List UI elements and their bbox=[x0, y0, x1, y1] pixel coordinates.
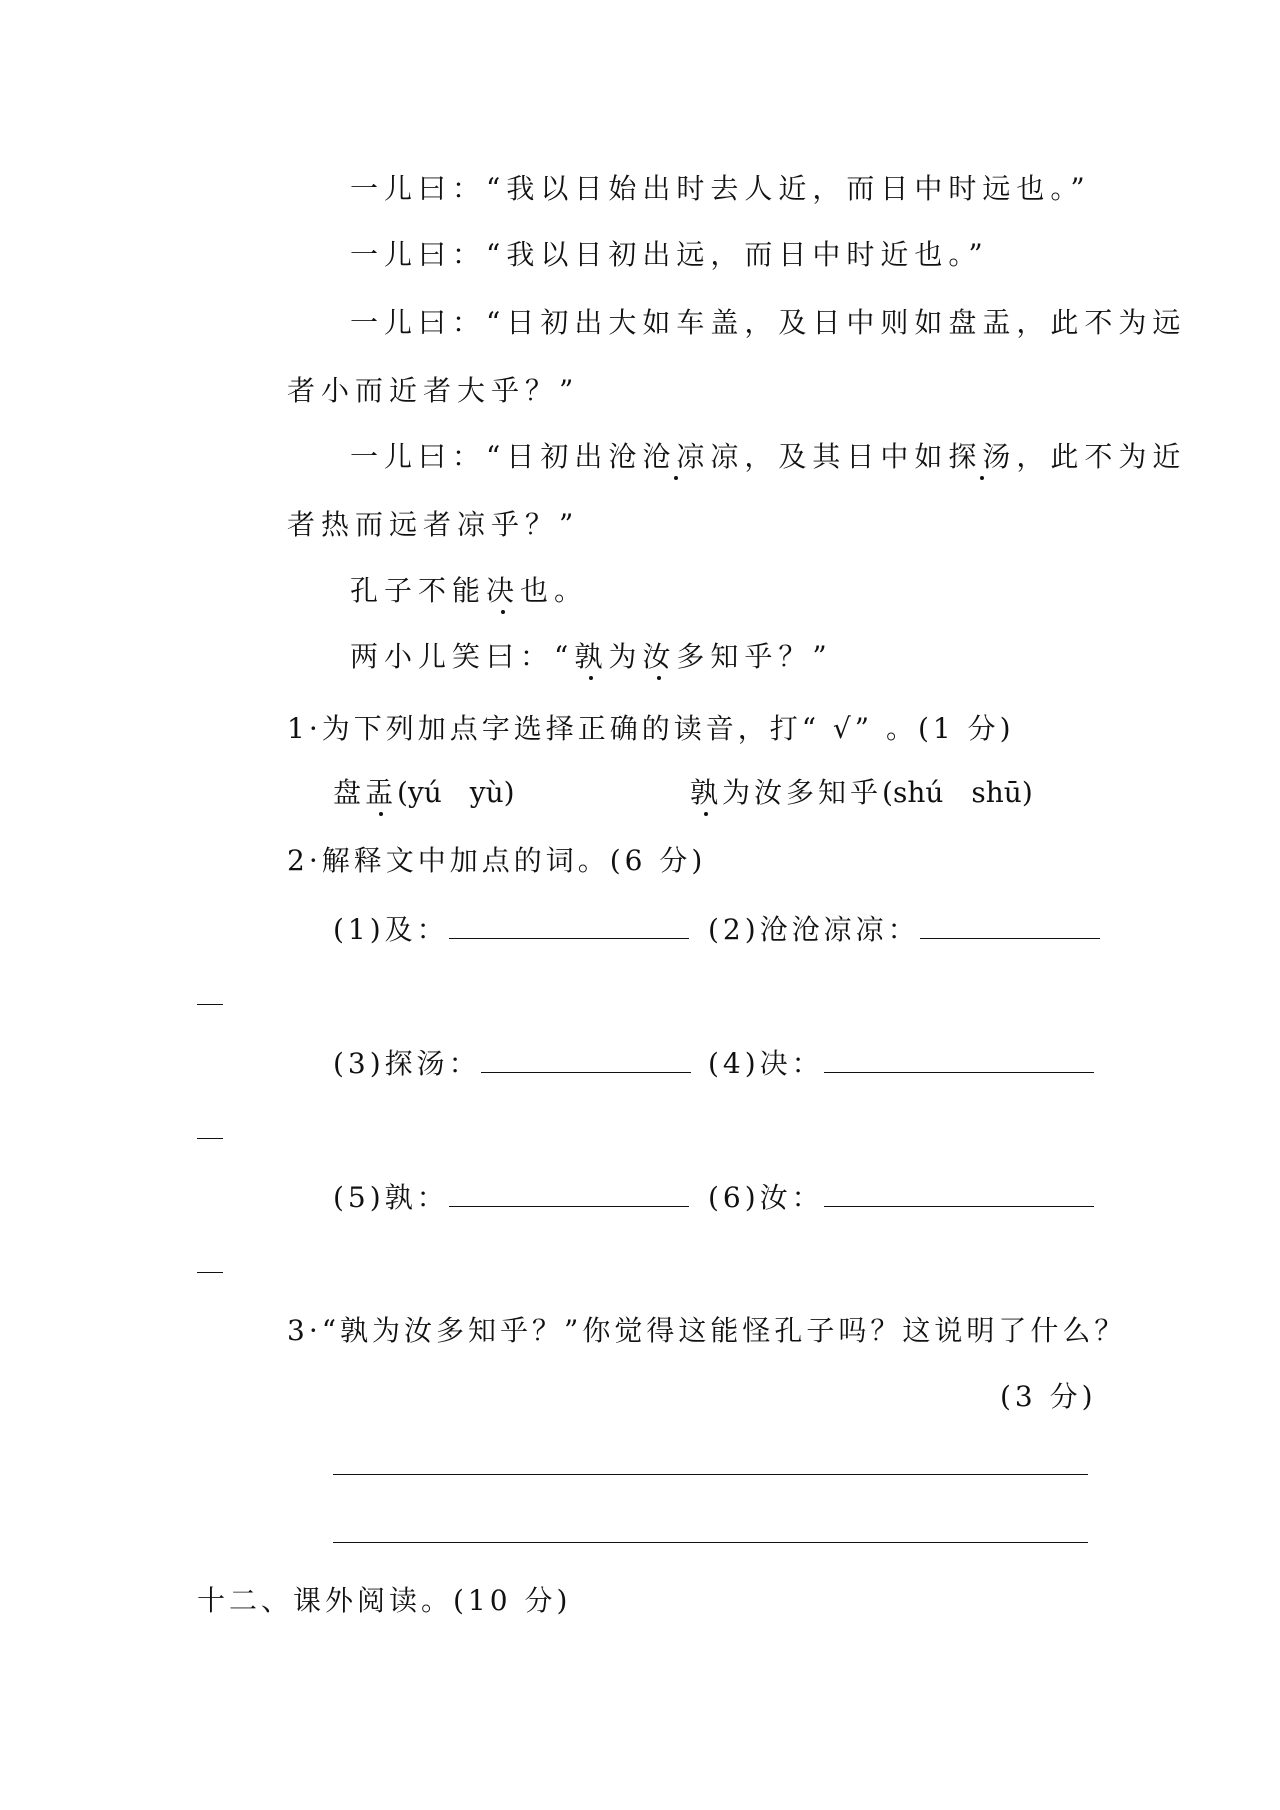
dotted-word: 孰 bbox=[574, 640, 609, 673]
q2-item-3: (3)探汤： bbox=[333, 1046, 691, 1081]
q1-option-2: 孰为汝多知乎(shú shū) bbox=[690, 776, 1033, 809]
continuation-dash bbox=[197, 1004, 223, 1005]
answer-blank[interactable] bbox=[920, 912, 1100, 939]
q2-item-5: (5)孰： bbox=[333, 1180, 689, 1215]
passage-line-4b: 者热而远者凉乎？” bbox=[287, 508, 580, 541]
passage-line-3a: 一儿曰：“日初出大如车盖，及日中则如盘盂，此不为远 bbox=[350, 306, 1187, 339]
question-2: 2·解释文中加点的词。(6 分) bbox=[287, 844, 707, 877]
answer-line[interactable] bbox=[333, 1542, 1088, 1543]
q2-item-4: (4)决： bbox=[708, 1046, 1094, 1081]
passage-line-6: 两小儿笑曰：“孰为汝多知乎？” bbox=[350, 640, 833, 673]
q2-item-6: (6)汝： bbox=[708, 1180, 1094, 1215]
question-3: 3·“孰为汝多知乎？”你觉得这能怪孔子吗？这说明了什么？ bbox=[287, 1314, 1127, 1347]
answer-blank[interactable] bbox=[449, 1180, 689, 1207]
continuation-dash bbox=[197, 1272, 223, 1273]
q1-option-1: 盘盂(yú yù) bbox=[333, 776, 515, 809]
answer-blank[interactable] bbox=[449, 912, 689, 939]
passage-line-4a: 一儿曰：“日初出沧沧凉凉，及其日中如探汤，此不为近 bbox=[350, 440, 1187, 473]
answer-line[interactable] bbox=[333, 1474, 1088, 1475]
continuation-dash bbox=[197, 1138, 223, 1139]
passage-line-3b: 者小而近者大乎？” bbox=[287, 374, 580, 407]
dotted-word: 盂 bbox=[365, 776, 398, 809]
dotted-word: 决 bbox=[486, 574, 521, 607]
passage-line-5: 孔子不能决也。 bbox=[350, 574, 589, 607]
dotted-word: 汝 bbox=[642, 640, 677, 673]
dotted-word: 孰 bbox=[690, 776, 723, 809]
answer-blank[interactable] bbox=[824, 1180, 1094, 1207]
answer-blank[interactable] bbox=[481, 1046, 691, 1073]
dotted-word: 沧沧凉凉 bbox=[608, 440, 745, 473]
section-12-heading: 十二、课外阅读。(10 分) bbox=[197, 1584, 572, 1617]
question-3-score: (3 分) bbox=[1000, 1380, 1097, 1413]
answer-blank[interactable] bbox=[824, 1046, 1094, 1073]
dotted-word: 探汤 bbox=[948, 440, 1017, 473]
q2-item-1: (1)及： bbox=[333, 912, 689, 947]
passage-line-1: 一儿曰：“我以日始出时去人近，而日中时远也。” bbox=[350, 172, 1091, 205]
passage-line-2: 一儿曰：“我以日初出远，而日中时近也。” bbox=[350, 238, 989, 271]
q2-item-2: (2)沧沧凉凉： bbox=[708, 912, 1100, 947]
question-1: 1·为下列加点字选择正确的读音，打“ √” 。(1 分) bbox=[287, 712, 1015, 745]
